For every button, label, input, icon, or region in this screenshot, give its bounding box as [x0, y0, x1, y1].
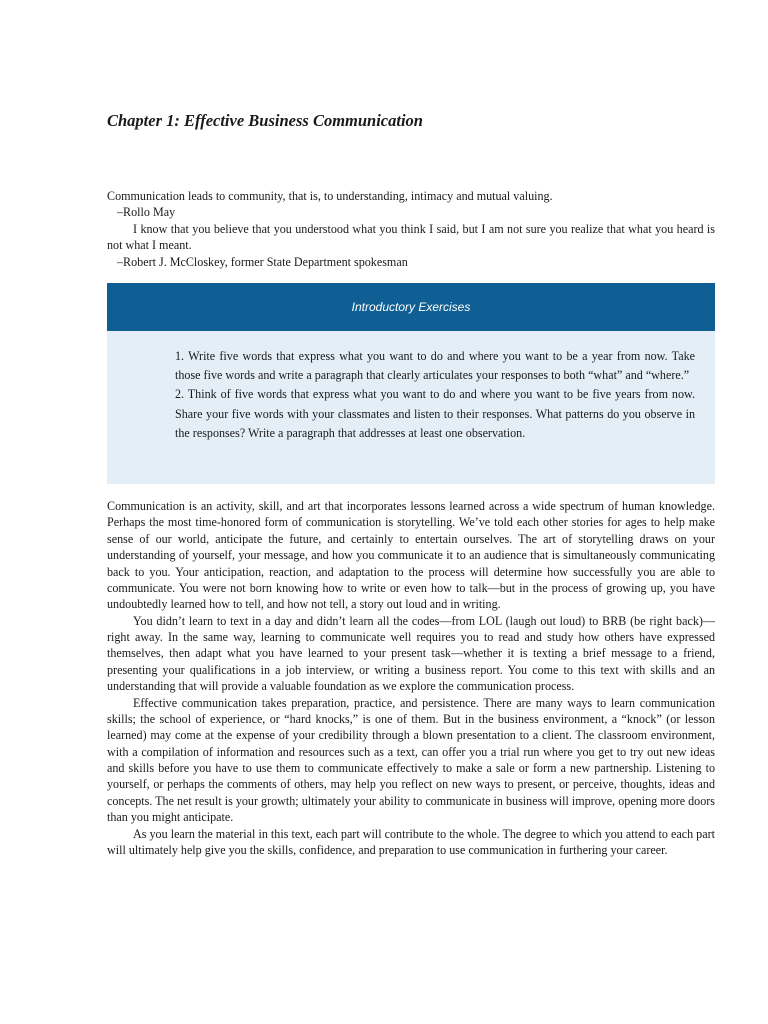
epigraph-attribution: –Rollo May	[117, 205, 176, 220]
epigraphs	[107, 188, 715, 270]
epigraph-attribution: –Robert J. McCloskey, former State Department spokesman	[117, 254, 408, 269]
body-paragraph: As you learn the material in this text, each part will contribute to the whole. The degree to which you attend to each part will ultimately help give you the skills, confidence, and preparation to use communication in furthering your career.	[107, 826, 715, 857]
exercises-box	[107, 283, 715, 484]
epigraph-quote: I know that you believe that you understood what you think I said, but I am not sure you realize that what you heard is not what I meant.	[107, 221, 715, 253]
body-paragraph: Effective communication takes preparation, practice, and persistence. There are many ways to learn communication skills; the school of experience, or “hard knocks,” is one of them. But in the business environment, a “knock” (or lesson learned) may come at the expense of your credibility through a blown presentation to a client. The classroom environment, with a compilation of information and resources such as a text, can offer you a trial run where you get to try out new ideas and skills before you have to use them to communicate effectively to make a sale or form a new partnership. Listening to yourself, or perhaps the comments of others, may help you reflect on new ways to present, or perceive, thoughts, ideas and concepts. The net result is your growth; ultimately your ability to communicate in business will improve, opening more doors than you might anticipate.	[107, 695, 715, 825]
body-paragraph: Communication is an activity, skill, and art that incorporates lessons learned across a wide spectrum of human knowledge. Perhaps the most time-honored form of communication is storytelling. We’ve told each other stories for ages to help make sense of our world, anticipate the future, and certainly to entertain ourselves. The art of storytelling draws on your understanding of yourself, your message, and how you communicate it to an audience that is simultaneously communicating back to you. Your anticipation, reaction, and adaptation to the process will determine how successfully you are able to communicate. You were not born knowing how to write or even how to talk—but in the process of growing up, you have undoubtedly learned how to tell, and how not tell, a story out loud and in writing.	[107, 499, 715, 612]
body-text	[107, 498, 715, 858]
chapter-title: Chapter 1: Effective Business Communication	[107, 111, 423, 130]
exercise-item: 1. Write five words that express what you want to do and where you want to be a year from now. Take those five words and write a paragraph that clearly articulates your responses to both “what” and “where.”	[175, 349, 695, 383]
epigraph-quote: Communication leads to community, that is, to understanding, intimacy and mutual valuing.	[107, 189, 553, 203]
exercises-body	[107, 331, 715, 484]
exercise-item: 2. Think of five words that express what you want to do and where you want to be five years from now. Share your five words with your classmates and listen to their responses. What patterns do you observe in the responses? Write a paragraph that addresses at least one observation.	[175, 387, 695, 440]
exercises-heading: Introductory Exercises	[107, 283, 715, 331]
body-paragraph: You didn’t learn to text in a day and didn’t learn all the codes—from LOL (laugh out loud) to BRB (be right back)—right away. In the same way, learning to communicate well requires you to read and study how others have expressed themselves, then adapt what you have learned to your present task—whether it is texting a brief message to a friend, presenting your qualifications in a job interview, or writing a business report. You come to this text with skills and an understanding that will provide a valuable foundation as we explore the communication process.	[107, 613, 715, 694]
